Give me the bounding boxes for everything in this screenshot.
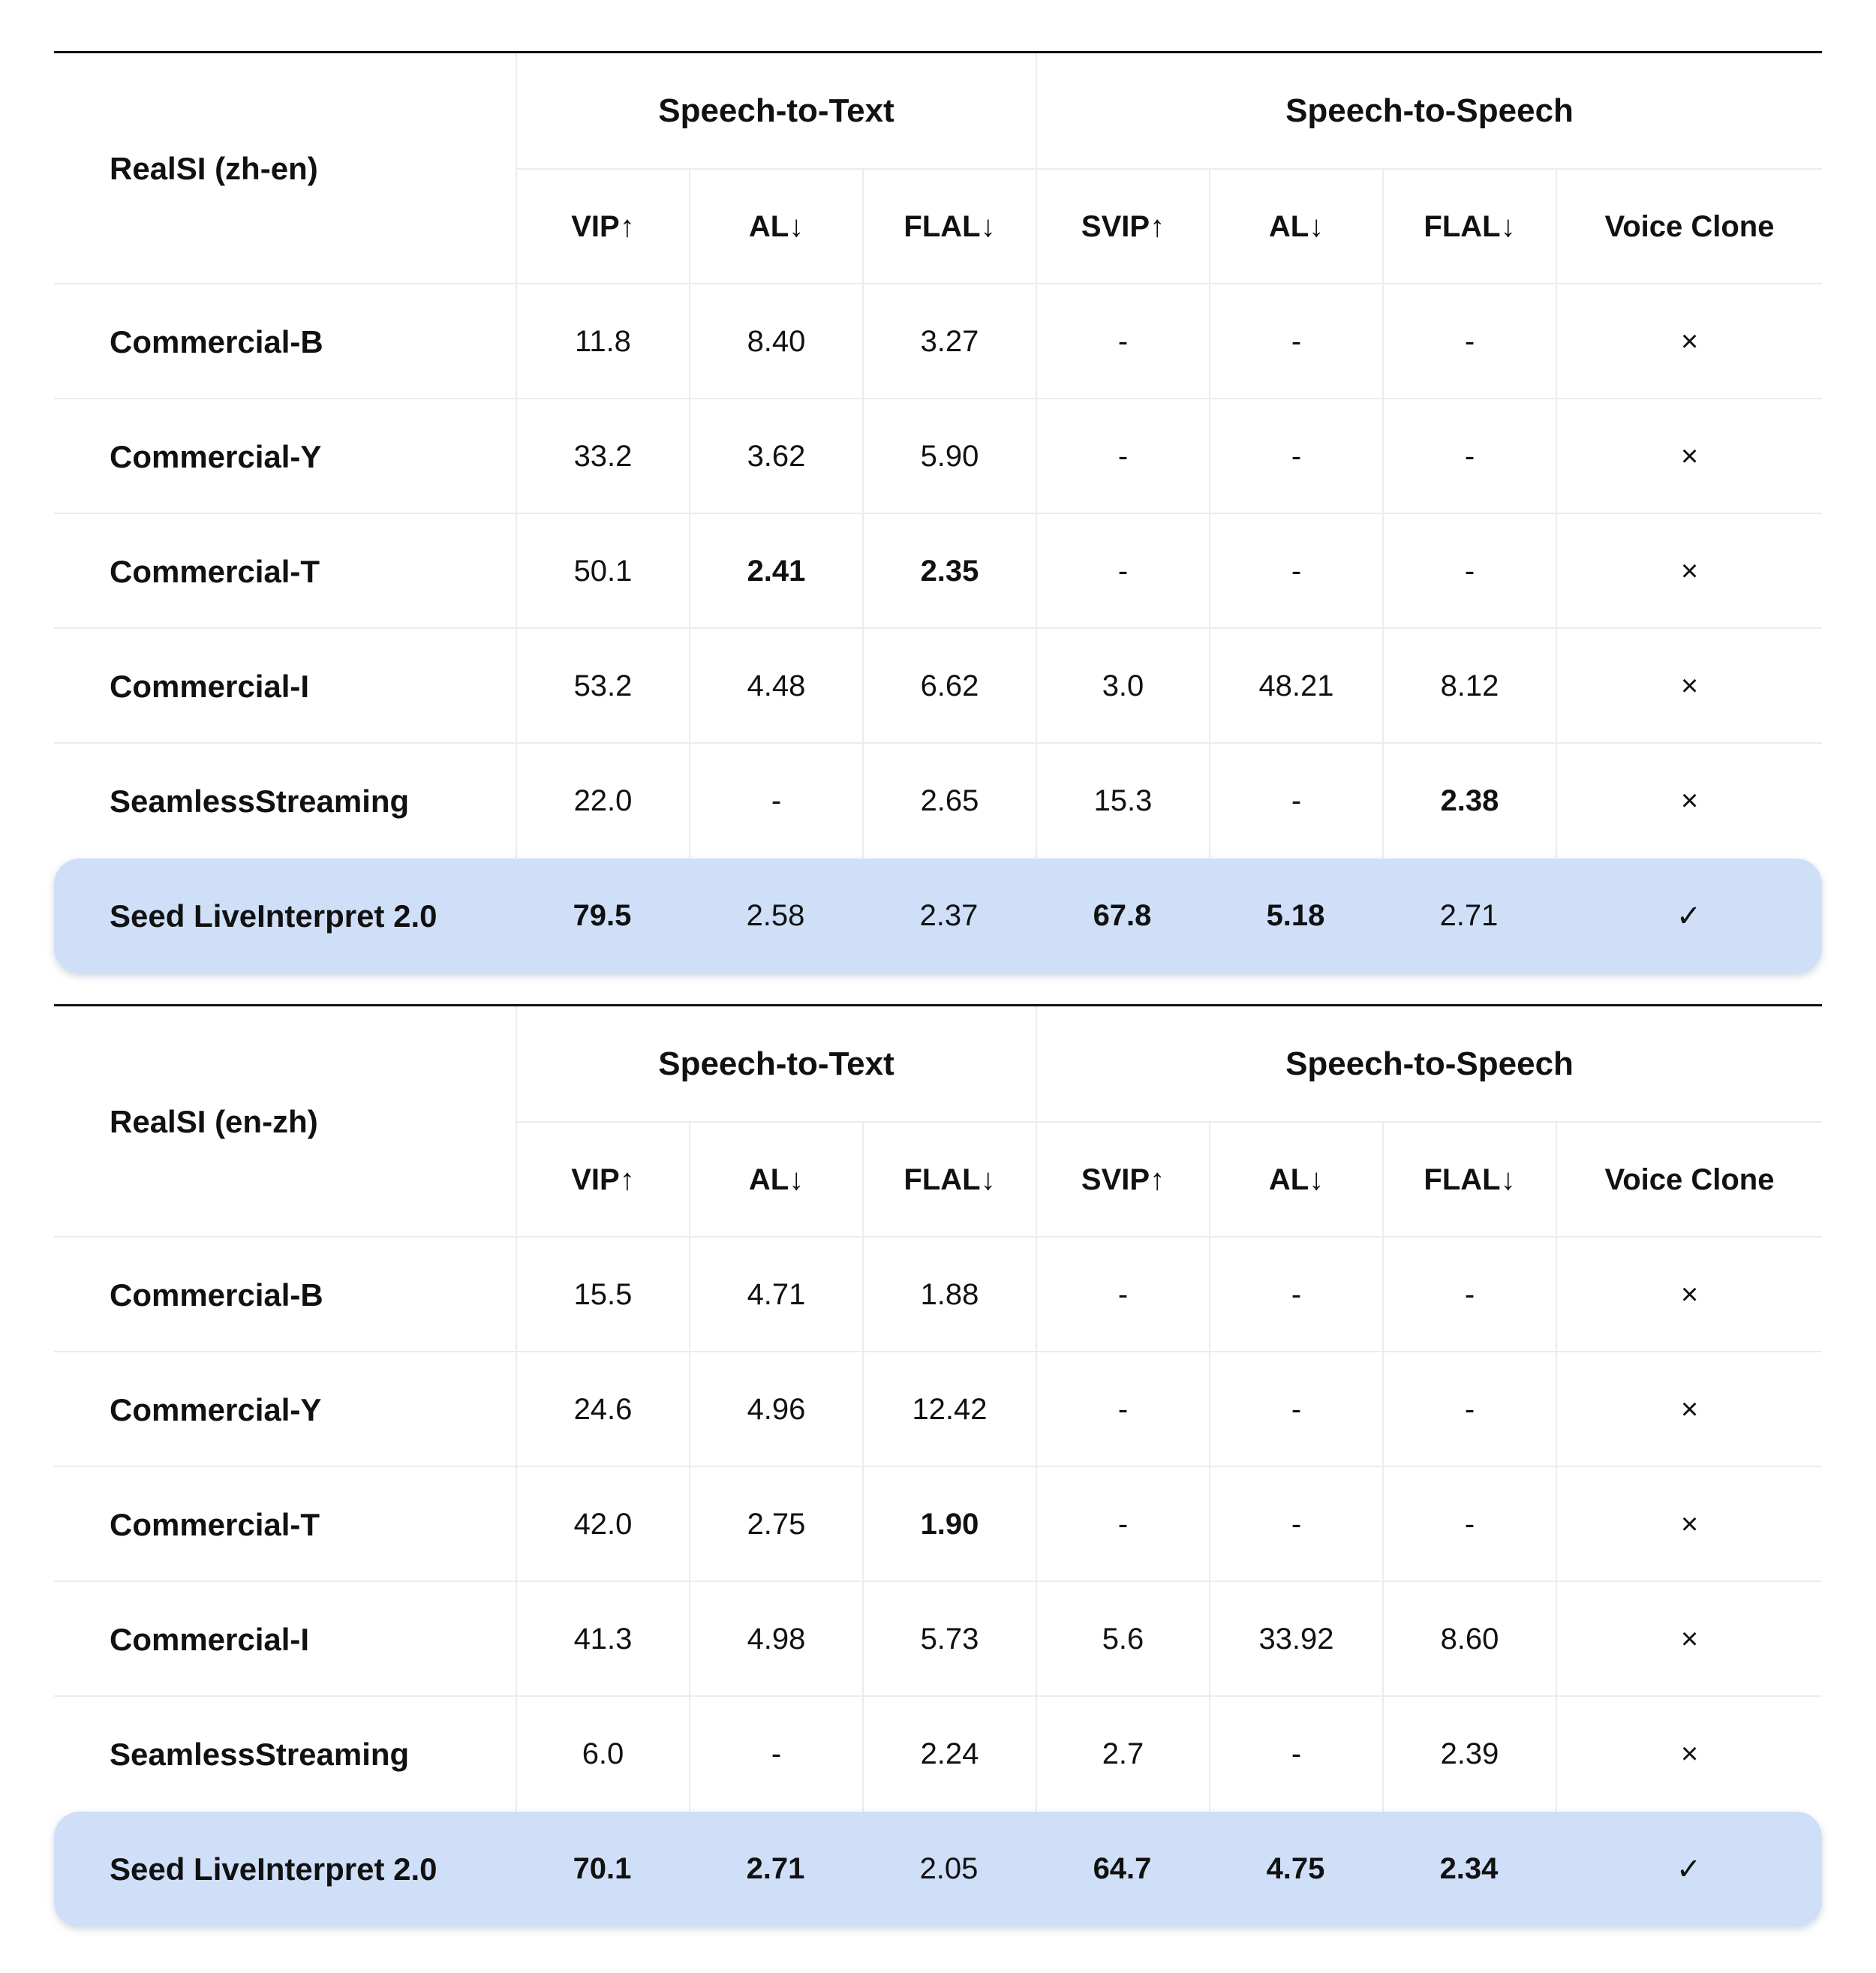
value-cell: - [1209,284,1382,399]
value-cell: - [1209,1697,1382,1812]
value-cell: 15.3 [1036,744,1209,859]
table-row-highlighted [54,859,1822,973]
value-cell-best: 67.8 [1093,899,1152,932]
value-cell: 2.71 [1439,899,1499,932]
value-cell: - [1036,1467,1209,1582]
model-name: SeamlessStreaming [110,783,410,819]
voice-clone-cross-icon: × [1556,1467,1822,1582]
value-cell: - [1209,1238,1382,1352]
value-cell: 3.0 [1036,629,1209,744]
value-cell-best: 2.35 [862,514,1036,629]
value-cell: - [1382,514,1556,629]
model-name: Commercial-T [110,1506,320,1542]
value-cell: 42.0 [516,1467,689,1582]
value-cell: 5.73 [862,1582,1036,1697]
value-cell: 1.88 [862,1238,1036,1352]
value-cell: - [689,744,862,859]
value-cell: 2.75 [689,1467,862,1582]
value-cell: 8.12 [1382,629,1556,744]
voice-clone-cross-icon: × [1556,1582,1822,1697]
value-cell: - [1382,284,1556,399]
value-cell-best: 70.1 [573,1852,632,1885]
value-cell: - [689,1697,862,1812]
voice-clone-cross-icon: × [1556,1697,1822,1812]
value-cell: 2.65 [862,744,1036,859]
value-cell: - [1036,514,1209,629]
table-row [54,399,1822,514]
value-cell: 11.8 [516,284,689,399]
value-cell: 24.6 [516,1352,689,1467]
table-row [54,1238,1822,1352]
value-cell: 8.40 [689,284,862,399]
column-header-svip: SVIP↑ [1036,1123,1209,1238]
value-cell-best: 2.71 [746,1852,805,1885]
group-header-speech-to-text: Speech-to-Text [516,1006,1036,1121]
value-cell-best: 2.34 [1439,1852,1499,1885]
value-cell: 53.2 [516,629,689,744]
value-cell: - [1382,1467,1556,1582]
value-cell: 8.60 [1382,1582,1556,1697]
column-header-al: AL↓ [689,1123,862,1238]
value-cell: - [1382,399,1556,514]
voice-clone-cross-icon: × [1556,514,1822,629]
column-header-svip: SVIP↑ [1036,170,1209,284]
value-cell: - [1209,514,1382,629]
voice-clone-cross-icon: × [1556,284,1822,399]
value-cell: 22.0 [516,744,689,859]
value-cell-best: 2.41 [689,514,862,629]
voice-clone-cross-icon: × [1556,744,1822,859]
value-cell: 2.39 [1382,1697,1556,1812]
value-cell: 12.42 [862,1352,1036,1467]
value-cell: 4.98 [689,1582,862,1697]
value-cell: 2.58 [746,899,805,932]
voice-clone-cross-icon: × [1556,629,1822,744]
value-cell: 15.5 [516,1238,689,1352]
model-name: Commercial-Y [110,1391,322,1427]
column-header-flal: FLAL↓ [1382,170,1556,284]
value-cell: 5.6 [1036,1582,1209,1697]
value-cell: 3.27 [862,284,1036,399]
model-name: Commercial-I [110,1621,310,1657]
value-cell: 4.48 [689,629,862,744]
table-header [54,53,1822,284]
value-cell: 33.2 [516,399,689,514]
value-cell: - [1209,399,1382,514]
value-cell: - [1209,744,1382,859]
column-header-vip: VIP↑ [516,170,689,284]
column-header-flal: FLAL↓ [862,170,1036,284]
voice-clone-check-icon: ✓ [1676,899,1702,933]
group-header-speech-to-speech: Speech-to-Speech [1036,53,1822,168]
value-cell: 50.1 [516,514,689,629]
value-cell: 33.92 [1209,1582,1382,1697]
voice-clone-cross-icon: × [1556,1238,1822,1352]
table-row [54,284,1822,399]
value-cell: 5.90 [862,399,1036,514]
table-row [54,629,1822,744]
table-row [54,744,1822,859]
value-cell: 48.21 [1209,629,1382,744]
value-cell: - [1036,1352,1209,1467]
model-name: Commercial-I [110,668,310,704]
model-name: SeamlessStreaming [110,1736,410,1772]
voice-clone-cross-icon: × [1556,399,1822,514]
table-row [54,1582,1822,1697]
value-cell: - [1382,1352,1556,1467]
model-name: Seed LiveInterpret 2.0 [110,898,437,934]
value-cell: - [1209,1467,1382,1582]
column-header-row [54,170,1822,284]
value-cell: - [1036,1238,1209,1352]
table-row [54,1467,1822,1582]
value-cell: 2.05 [919,1852,979,1885]
column-header-al: AL↓ [1209,1123,1382,1238]
table-row [54,514,1822,629]
value-cell-best: 2.38 [1382,744,1556,859]
value-cell-best: 79.5 [573,899,632,932]
dataset-title: RealSI (zh-en) [110,151,318,186]
table-row [54,1352,1822,1467]
value-cell: 2.7 [1036,1697,1209,1812]
column-header-voice-clone: Voice Clone [1556,1123,1822,1238]
model-name: Commercial-Y [110,438,322,474]
value-cell: - [1382,1238,1556,1352]
value-cell: 3.62 [689,399,862,514]
value-cell-best: 5.18 [1266,899,1325,932]
value-cell: 6.0 [516,1697,689,1812]
model-name: Seed LiveInterpret 2.0 [110,1851,437,1887]
value-cell: 4.96 [689,1352,862,1467]
column-header-vip: VIP↑ [516,1123,689,1238]
column-header-al: AL↓ [1209,170,1382,284]
column-header-flal: FLAL↓ [862,1123,1036,1238]
value-cell: 2.24 [862,1697,1036,1812]
value-cell-best: 64.7 [1093,1852,1152,1885]
value-cell-best: 4.75 [1266,1852,1325,1885]
table-row-highlighted [54,1812,1822,1926]
value-cell: 4.71 [689,1238,862,1352]
column-header-row [54,1123,1822,1238]
value-cell: - [1036,284,1209,399]
table-row [54,1697,1822,1812]
model-name: Commercial-B [110,1277,323,1313]
value-cell: 6.62 [862,629,1036,744]
value-cell: - [1036,399,1209,514]
value-cell: 41.3 [516,1582,689,1697]
table-header [54,1006,1822,1238]
voice-clone-cross-icon: × [1556,1352,1822,1467]
value-cell: - [1209,1352,1382,1467]
voice-clone-check-icon: ✓ [1676,1852,1702,1886]
group-header-speech-to-speech: Speech-to-Speech [1036,1006,1822,1121]
value-cell-best: 1.90 [862,1467,1036,1582]
model-name: Commercial-T [110,553,320,589]
column-header-voice-clone: Voice Clone [1556,170,1822,284]
column-header-al: AL↓ [689,170,862,284]
dataset-title: RealSI (en-zh) [110,1104,318,1139]
column-header-flal: FLAL↓ [1382,1123,1556,1238]
model-name: Commercial-B [110,323,323,359]
value-cell: 2.37 [919,899,979,932]
group-header-speech-to-text: Speech-to-Text [516,53,1036,168]
